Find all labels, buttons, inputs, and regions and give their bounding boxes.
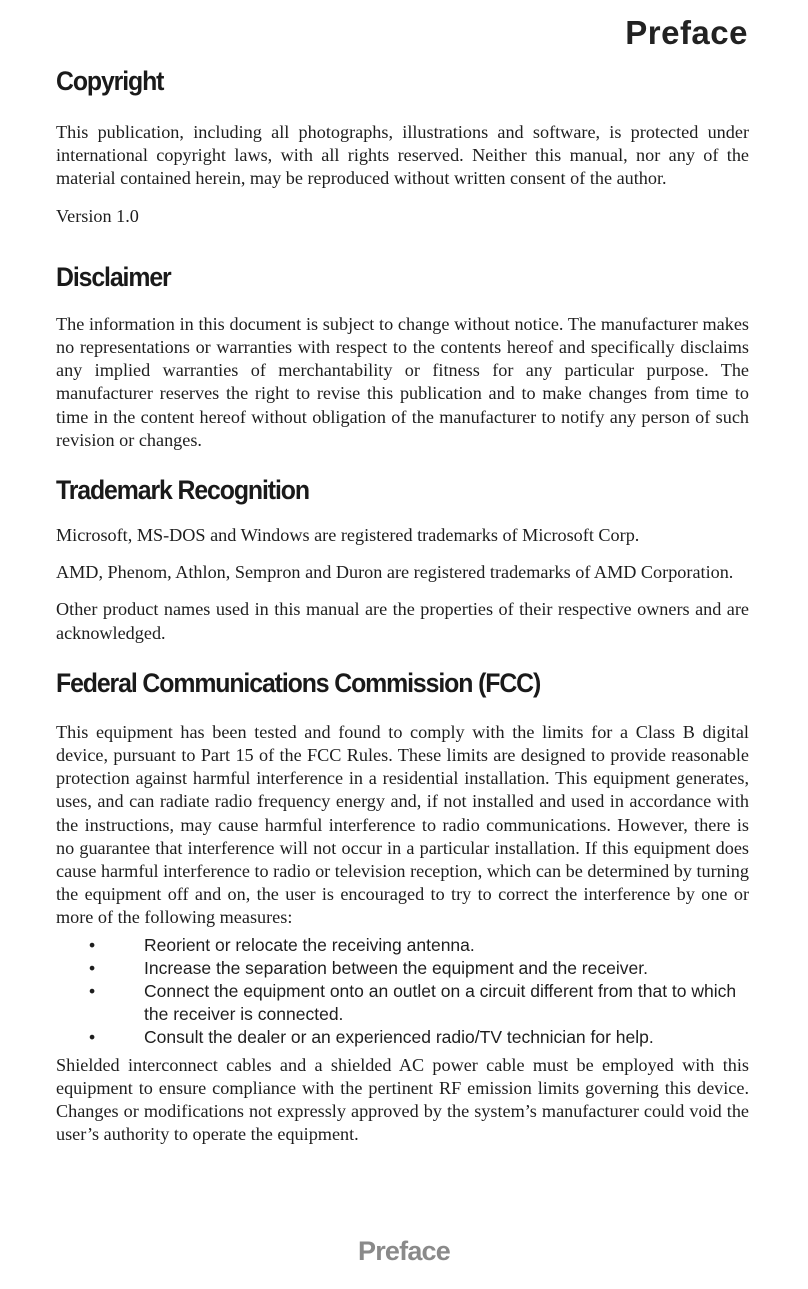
page-header-title: Preface [625,14,748,51]
list-item [56,1026,749,1049]
bullet-icon: • [89,934,96,955]
page-content [56,66,749,1147]
list-item [56,980,749,1026]
copyright-paragraph: This publication, including all photographs, illustrations and software, is protected under international copyright laws, with all rights reserved. Neither this manual, nor any of the material contained herein, may be reproduced without written consent of the author. [56,122,749,189]
disclaimer-heading: Disclaimer [56,261,171,292]
bullet-icon: • [89,1027,96,1048]
copyright-section [56,66,749,228]
version-text: Version 1.0 [56,205,139,226]
bullet-icon: • [89,957,96,978]
trademark-heading: Trademark Recognition [56,475,309,506]
copyright-heading: Copyright [56,66,164,96]
disclaimer-paragraph: The information in this document is subject to change without notice. The manufacturer makes no representations or warranties with respect to the contents hereof and specifically disclaims any implied warranties of merchantability or fitness for any particular purpose. The manufacturer reserves the right to revise this publication and to make changes from time to time in the content hereof without obligation of the manufacturer to notify any person of such revision or changes. [56,313,749,450]
list-item [56,934,749,957]
list-item-text: Consult the dealer or an experienced radio/TV technician for help. [144,1027,654,1048]
fcc-closing-paragraph: Shielded interconnect cables and a shielded AC power cable must be employed with this equipment to ensure compliance with the pertinent RF emission limits governing this device. Changes or modifications not expressly approved by the system’s manufacturer could void the user’s authority to operate the equipment. [56,1054,749,1145]
fcc-heading: Federal Communications Commission (FCC) [56,667,541,698]
list-item [56,957,749,980]
trademark-paragraph-3: Other product names used in this manual are the properties of their respective owners and are acknowledged. [56,599,749,643]
fcc-section [56,668,749,1147]
fcc-measures-list [56,934,749,1050]
trademark-paragraph-1: Microsoft, MS-DOS and Windows are registered trademarks of Microsoft Corp. [56,525,640,546]
list-item-text: Increase the separation between the equipment and the receiver. [144,957,648,978]
trademark-paragraph-2: AMD, Phenom, Athlon, Sempron and Duron are registered trademarks of AMD Corporation. [56,562,734,583]
fcc-intro-paragraph: This equipment has been tested and found to comply with the limits for a Class B digital device, pursuant to Part 15 of the FCC Rules. These limits are designed to provide reasonable protection against harmful interference in a residential installation. This equipment generates, uses, and can radiate radio frequency energy and, if not installed and used in accordance with the instructions, may cause harmful interference to radio communications. However, there is no guarantee that interference will not occur in a particular installation. If this equipment does cause harmful interference to radio or television reception, which can be determined by turning the equipment off and on, the user is encouraged to try to correct the interference by one or more of the following measures: [56,721,749,928]
list-item-text: Reorient or relocate the receiving antenna. [144,934,475,955]
page-footer-label: Preface [358,1236,450,1266]
disclaimer-section [56,262,749,452]
list-item-text: Connect the equipment onto an outlet on a circuit different from that to which the receiver is connected. [144,981,737,1025]
trademark-section [56,475,749,645]
bullet-icon: • [89,981,96,1002]
